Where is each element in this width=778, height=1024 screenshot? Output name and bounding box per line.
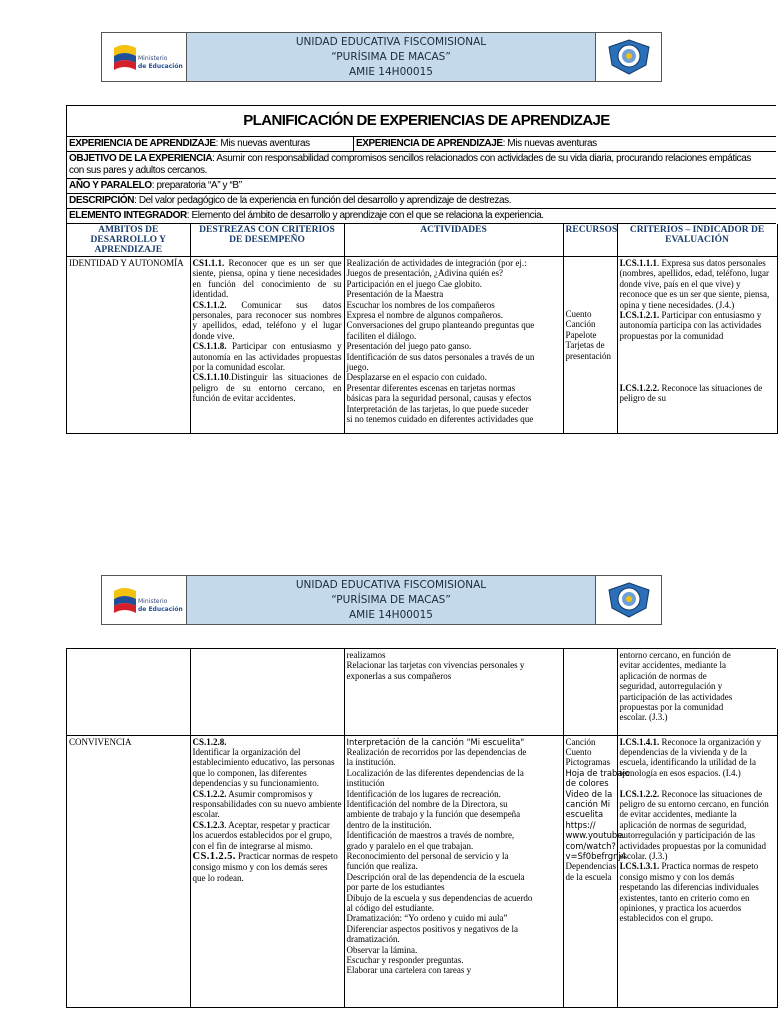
school-type: UNIDAD EDUCATIVA FISCOMISIONAL: [295, 36, 487, 48]
school-amie: AMIE 14H00015: [349, 66, 433, 78]
school-header-text: [187, 576, 595, 624]
criterios-cell: entorno cercano, en función de evitar accidentes, mediante la aplicación de normas de seguridad, autorregulación y participación de las actividades propuestas por la comunidad escolar. (J.3.): [617, 649, 777, 735]
planning-document: [66, 105, 776, 434]
table-row: [67, 649, 777, 735]
table-row: [67, 735, 777, 1007]
planning-table-2: [67, 649, 778, 1008]
school-header-text: [187, 33, 595, 81]
description-row: DESCRIPCIÓN: Del valor pedagógico de la experiencia en función del desarrollo y aprendizaje de destrezas.: [67, 194, 776, 209]
school-name: “PURÍSIMA DE MACAS”: [331, 594, 451, 606]
document-title: PLANIFICACIÓN DE EXPERIENCIAS DE APRENDIZAJE: [67, 106, 776, 137]
recursos-cell: [563, 649, 617, 735]
page-header-2: [101, 575, 662, 625]
school-name: “PURÍSIMA DE MACAS”: [331, 51, 451, 63]
col-header-actividades: ACTIVIDADES: [344, 224, 563, 257]
ecuador-ministry-logo-icon: [110, 585, 140, 619]
table-header-row: [67, 224, 777, 257]
criterios-cell: I.CS.1.4.1. Reconoce la organización y dependencias de la vivienda y de la escuela, identificando la utilidad de la tecnología en esos espacios. (I.4.) I.CS.1.2.2. Reconoce las situaciones de peligro de su entorno cercano, en función de evitar accidentes, mediante la aplicación de normas de seguridad, autorregulación y participación de las actividades propuestas por la comunidad escolar. (J.3.) I.CS.1.3.1. Practica normas de respeto consigo mismo y con los demás respetando las diferencias individuales existentes, tanto en criterio como en opiniones, y practica los acuerdos establecidos con el grupo.: [617, 735, 777, 1007]
actividades-cell: Interpretación de la canción "Mi escuelita" Realización de recorridos por las dependencias de la institución. Localización de las diferentes dependencias de la institución Identificación de los lugares de recreación. Identificación del nombre de la Directora, su ambiente de trabajo y la función que desempeña dentro de la institución. Identificación de maestros a través de nombre, grado y paralelo en el que trabajan. Reconocimiento del personal de servicio y la función que realiza. Descripción oral de las dependencia de la escuela por parte de los estudiantes Dibujo de la escuela y sus dependencias de acuerdo al código del estudiante. Dramatización: “Yo ordeno y cuido mi aula” Diferenciar aspectos positivos y negativos de la dramatización. Observar la lámina. Escuchar y responder preguntas. Elaborar una cartelera con tareas y: [344, 735, 563, 1007]
planning-table-continued: [66, 648, 776, 1008]
ministry-logo: [102, 33, 187, 81]
page-header: [101, 32, 662, 82]
planning-table: [67, 224, 778, 434]
actividades-cell: realizamos Relacionar las tarjetas con vivencias personales y exponerlas a sus compañeros: [344, 649, 563, 735]
recursos-cell: Canción Cuento Pictogramas Hoja de trabajo de colores Video de la canción Mi escuelita https:// www.youtube. com/watch? v=Sf0befrgnj4 Dependencias de la escuela: [563, 735, 617, 1007]
col-header-ambitos: AMBITOS DE DESARROLLO Y APRENDIZAJE: [67, 224, 190, 257]
col-header-criterios: CRITERIOS – INDICADOR DE EVALUACIÓN: [617, 224, 777, 257]
integrator-row: ELEMENTO INTEGRADOR: Elemento del ámbito de desarrollo y aprendizaje con el que se relaciona la experiencia.: [67, 209, 776, 224]
experience-row: [67, 137, 776, 152]
school-seal-icon: [606, 39, 652, 75]
table-row: [67, 257, 777, 434]
destrezas-cell: CS1.1.1. Reconocer que es un ser que siente, piensa, opina y tiene necesidades en función del conocimiento de su identidad. CS.1.1.2. Comunicar sus datos personales, para reconocer sus nombres y apellidos, edad, teléfono y el lugar donde vive. CS.1.1.8. Participar con entusiasmo y autonomía en las actividades propuestas por la comunidad escolar. CS.1.1.10.Distinguir las situaciones de peligro de su entorno cercano, en función de evitar accidentes.: [190, 257, 344, 434]
school-seal: [595, 576, 661, 624]
destrezas-cell: CS.1.2.8. Identificar la organización del establecimiento educativo, las personas que lo componen, las diferentes dependencias y su funcionamiento. CS.1.2.2. Asumir compromisos y responsabilidades con su nuevo ambiente escolar. CS.1.2.3. Aceptar, respetar y practicar los acuerdos establecidos por el grupo, con el fin de integrarse al mismo. CS.1.2.5. Practicar normas de respeto consigo mismo y con los demás seres que lo rodean.: [190, 735, 344, 1007]
school-type: UNIDAD EDUCATIVA FISCOMISIONAL: [295, 579, 487, 591]
ambito-cell: [67, 649, 190, 735]
experience-cell-right: EXPERIENCIA DE APRENDIZAJE: Mis nuevas aventuras: [356, 138, 597, 149]
col-header-recursos: RECURSOS: [563, 224, 617, 257]
ecuador-ministry-logo-icon: [110, 42, 140, 76]
actividades-cell: Realización de actividades de integración (por ej.: Juegos de presentación, ¿Adivina quién es? Participación en el juego Cae globito. Presentación de la Maestra Escuchar los nombres de los compañeros Expresa el nombre de algunos compañeros. Conversaciones del grupo planteando preguntas que faciliten el diálogo. Presentación del juego pato ganso. Identificación de sus datos personales a través de un juego. Desplazarse en el espacio con cuidado. Presentar diferentes escenas en tarjetas normas básicas para la seguridad personal, causas y efectos Interpretación de las tarjetas, lo que puede suceder si no tenemos cuidado en diferentes actividades que: [344, 257, 563, 434]
recursos-cell: Cuento Canción Papelote Tarjetas de presentación: [563, 257, 617, 434]
experience-cell-left: EXPERIENCIA DE APRENDIZAJE: Mis nuevas aventuras: [67, 137, 354, 151]
ministry-name: Ministerio de Educación: [138, 598, 183, 613]
ambito-cell: IDENTIDAD Y AUTONOMÍA: [67, 257, 190, 434]
ministry-name: Ministerio de Educación: [138, 55, 183, 70]
school-seal-icon: [606, 582, 652, 618]
school-amie: AMIE 14H00015: [349, 609, 433, 621]
year-row: AÑO Y PARALELO: preparatoria “A” y “B”: [67, 179, 776, 194]
objective-row: OBJETIVO DE LA EXPERIENCIA: Asumir con responsabilidad compromisos sencillos relacionados con actividades de su vida diaria, procurando relaciones empáticas con sus pares y adultos cercanos.: [67, 152, 776, 179]
col-header-destrezas: DESTREZAS CON CRITERIOS DE DESEMPEÑO: [190, 224, 344, 257]
school-seal: [595, 33, 661, 81]
ambito-cell: CONVIVENCIA: [67, 735, 190, 1007]
criterios-cell: I.CS.1.1.1. Expresa sus datos personales (nombres, apellidos, edad, teléfono, lugar donde vive, país en el que vive) y reconoce que es un ser que siente, piensa, opina y tiene necesidades. (J.4.) I.CS.1.2.1. Participar con entusiasmo y autonomía participa con las actividades propuestas por la comunidad I.CS.1.2.2. Reconoce las situaciones de peligro de su: [617, 257, 777, 434]
ministry-logo: [102, 576, 187, 624]
destrezas-cell: [190, 649, 344, 735]
